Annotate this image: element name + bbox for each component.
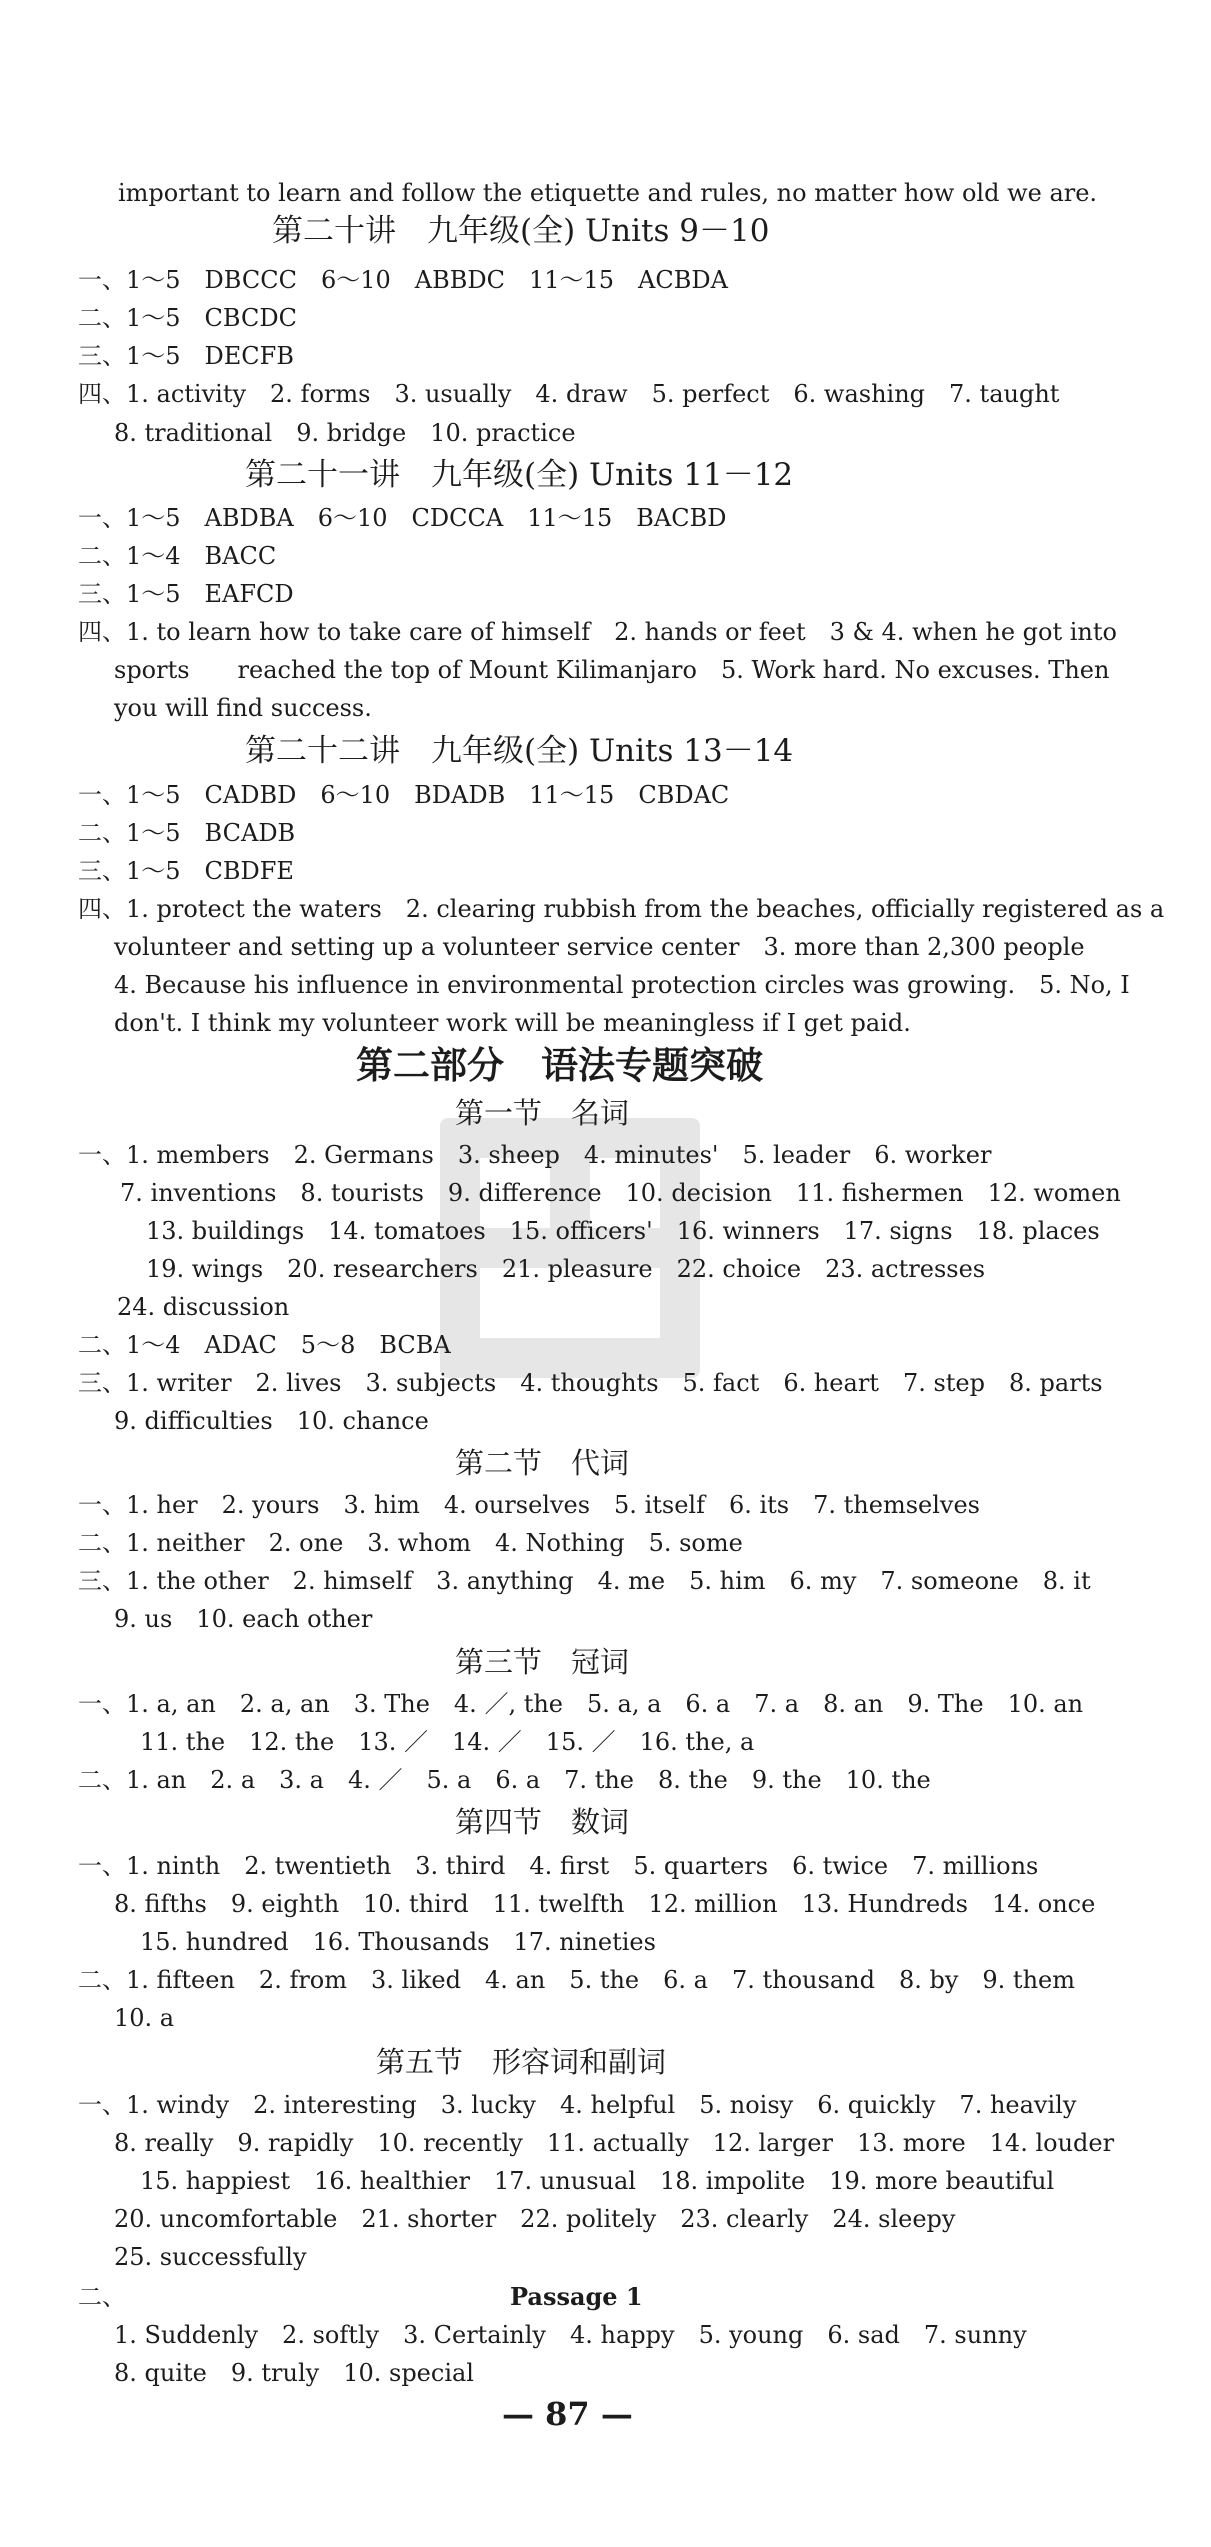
nouns-c-line2: 9. difficulties 10. chance xyxy=(114,1407,429,1435)
articles-a-line2: 11. the 12. the 13. ／ 14. ／ 15. ／ 16. the, a xyxy=(140,1728,755,1756)
adjadv-a-line1: 一、1. windy 2. interesting 3. lucky 4. helpful 5. noisy 6. quickly 7. heavily xyxy=(78,2091,1077,2119)
lesson20-section4-line2: 8. traditional 9. bridge 10. practice xyxy=(114,419,576,447)
lesson21-title: 第二十一讲 九年级(全) Units 11－12 xyxy=(245,457,794,493)
lesson21-section2: 二、1～4 BACC xyxy=(78,542,277,570)
nouns-a-line2: 7. inventions 8. tourists 9. difference 10. decision 11. fishermen 12. women xyxy=(120,1179,1121,1207)
adjadv-a-line2: 8. really 9. rapidly 10. recently 11. actually 12. larger 13. more 14. louder xyxy=(114,2129,1115,2157)
nouns-a-line1: 一、1. members 2. Germans 3. sheep 4. minutes' 5. leader 6. worker xyxy=(78,1141,992,1169)
numerals-title: 第四节 数词 xyxy=(455,1805,630,1839)
articles-title: 第三节 冠词 xyxy=(455,1645,630,1679)
nouns-c-line1: 三、1. writer 2. lives 3. subjects 4. thoughts 5. fact 6. heart 7. step 8. parts xyxy=(78,1369,1103,1397)
adjadv-b-line1: 1. Suddenly 2. softly 3. Certainly 4. happy 5. young 6. sad 7. sunny xyxy=(114,2321,1027,2349)
lesson21-section4-line1: 四、1. to learn how to take care of himself 2. hands or feet 3 & 4. when he got into xyxy=(78,618,1117,646)
lesson21-section4-line2: sports reached the top of Mount Kilimanjaro 5. Work hard. No excuses. Then xyxy=(114,656,1110,684)
nouns-a-line3: 13. buildings 14. tomatoes 15. officers' 16. winners 17. signs 18. places xyxy=(146,1217,1100,1245)
adjadv-a-line4: 20. uncomfortable 21. shorter 22. politely 23. clearly 24. sleepy xyxy=(114,2205,956,2233)
lesson22-title: 第二十二讲 九年级(全) Units 13－14 xyxy=(245,733,794,769)
lesson20-title: 第二十讲 九年级(全) Units 9－10 xyxy=(272,213,770,249)
adjadv-b-label: 二、 xyxy=(78,2283,126,2311)
lesson20-section1: 一、1～5 DBCCC 6～10 ABBDC 11～15 ACBDA xyxy=(78,266,728,294)
part2-title: 第二部分 语法专题突破 xyxy=(356,1044,763,1087)
lesson20-section3: 三、1～5 DECFB xyxy=(78,342,294,370)
nouns-title: 第一节 名词 xyxy=(455,1096,630,1130)
page-number: — 87 — xyxy=(502,2395,633,2433)
pronouns-c-line2: 9. us 10. each other xyxy=(114,1605,373,1633)
pronouns-c-line1: 三、1. the other 2. himself 3. anything 4. me 5. him 6. my 7. someone 8. it xyxy=(78,1567,1091,1595)
articles-b-line1: 二、1. an 2. a 3. a 4. ／ 5. a 6. a 7. the 8. the 9. the 10. the xyxy=(78,1766,931,1794)
lesson21-section1: 一、1～5 ABDBA 6～10 CDCCA 11～15 BACBD xyxy=(78,504,727,532)
adjadv-a-line5: 25. successfully xyxy=(114,2243,307,2271)
intro-line: important to learn and follow the etiquette and rules, no matter how old we are. xyxy=(118,179,1098,207)
nouns-a-line5: 24. discussion xyxy=(117,1293,290,1321)
lesson21-section3: 三、1～5 EAFCD xyxy=(78,580,294,608)
pronouns-a-line1: 一、1. her 2. yours 3. him 4. ourselves 5. itself 6. its 7. themselves xyxy=(78,1491,980,1519)
articles-a-line1: 一、1. a, an 2. a, an 3. The 4. ／, the 5. a, a 6. a 7. a 8. an 9. The 10. an xyxy=(78,1690,1084,1718)
lesson21-section4-line3: you will find success. xyxy=(114,694,372,722)
adjadv-title: 第五节 形容词和副词 xyxy=(376,2045,667,2079)
numerals-a-line3: 15. hundred 16. Thousands 17. nineties xyxy=(140,1928,656,1956)
adjadv-a-line3: 15. happiest 16. healthier 17. unusual 18. impolite 19. more beautiful xyxy=(140,2167,1055,2195)
lesson22-section4-line4: don't. I think my volunteer work will be meaningless if I get paid. xyxy=(114,1009,911,1037)
numerals-b-line2: 10. a xyxy=(114,2004,175,2032)
numerals-b-line1: 二、1. fifteen 2. from 3. liked 4. an 5. the 6. a 7. thousand 8. by 9. them xyxy=(78,1966,1075,1994)
pronouns-title: 第二节 代词 xyxy=(455,1446,630,1480)
lesson22-section4-line3: 4. Because his influence in environmental protection circles was growing. 5. No, I xyxy=(114,971,1130,999)
numerals-a-line1: 一、1. ninth 2. twentieth 3. third 4. first 5. quarters 6. twice 7. millions xyxy=(78,1852,1039,1880)
lesson22-section4-line1: 四、1. protect the waters 2. clearing rubbish from the beaches, officially registered as a xyxy=(78,895,1165,923)
lesson22-section3: 三、1～5 CBDFE xyxy=(78,857,294,885)
pronouns-b-line1: 二、1. neither 2. one 3. whom 4. Nothing 5. some xyxy=(78,1529,743,1557)
passage-title: Passage 1 xyxy=(510,2282,643,2311)
lesson22-section2: 二、1～5 BCADB xyxy=(78,819,296,847)
lesson20-section4-line1: 四、1. activity 2. forms 3. usually 4. draw 5. perfect 6. washing 7. taught xyxy=(78,380,1060,408)
lesson22-section4-line2: volunteer and setting up a volunteer service center 3. more than 2,300 people xyxy=(114,933,1085,961)
nouns-b-line1: 二、1～4 ADAC 5～8 BCBA xyxy=(78,1331,451,1359)
nouns-a-line4: 19. wings 20. researchers 21. pleasure 22. choice 23. actresses xyxy=(146,1255,986,1283)
lesson22-section1: 一、1～5 CADBD 6～10 BDADB 11～15 CBDAC xyxy=(78,781,730,809)
lesson20-section2: 二、1～5 CBCDC xyxy=(78,304,297,332)
numerals-a-line2: 8. fifths 9. eighth 10. third 11. twelfth 12. million 13. Hundreds 14. once xyxy=(114,1890,1096,1918)
adjadv-b-line2: 8. quite 9. truly 10. special xyxy=(114,2359,474,2387)
